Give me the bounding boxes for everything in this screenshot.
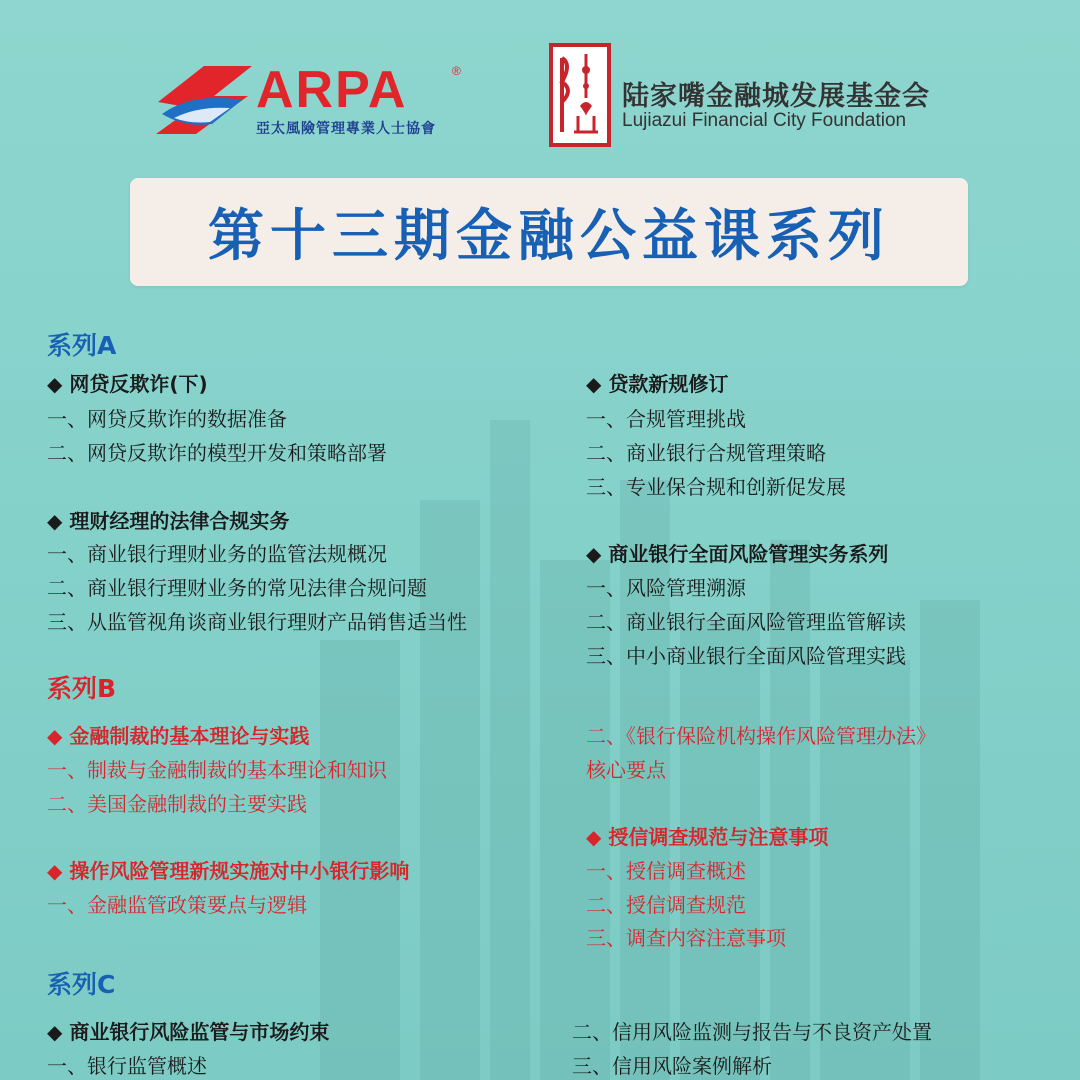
course-item: 一、合规管理挑战	[586, 407, 746, 431]
lujiazui-logo	[548, 42, 968, 150]
course-item: 三、调查内容注意事项	[586, 926, 786, 950]
series-b-label: 系列B	[47, 674, 117, 703]
course-item: 二、商业银行全面风险管理监管解读	[586, 610, 906, 634]
course-item: 二、信用风险监测与报告与不良资产处置	[572, 1020, 932, 1044]
course-item: 三、信用风险案例解析	[572, 1054, 772, 1078]
course-item: 三、中小商业银行全面风险管理实践	[586, 644, 906, 668]
course-item: 二、美国金融制裁的主要实践	[47, 792, 307, 816]
arpa-mark-icon	[152, 62, 256, 138]
course-title: ◆ 操作风险管理新规实施对中小银行影响	[47, 859, 410, 883]
series-c-label: 系列C	[47, 970, 116, 999]
course-title: ◆ 商业银行风险监管与市场约束	[47, 1020, 330, 1044]
course-title: ◆ 贷款新规修订	[586, 372, 729, 396]
arpa-logo	[152, 60, 482, 140]
course-title: ◆ 商业银行全面风险管理实务系列	[586, 542, 889, 566]
course-item: 二、商业银行合规管理策略	[586, 441, 826, 465]
title-banner	[130, 178, 968, 286]
course-title: ◆ 授信调查规范与注意事项	[586, 825, 829, 849]
course-item: 一、制裁与金融制裁的基本理论和知识	[47, 758, 387, 782]
course-item: 核心要点	[586, 758, 666, 782]
arpa-wordmark: ARPA	[256, 61, 408, 119]
lujiazui-name-cn: 陆家嘴金融城发展基金会	[622, 81, 930, 112]
course-item: 二、商业银行理财业务的常见法律合规问题	[47, 576, 427, 600]
course-item: 二、授信调查规范	[586, 893, 746, 917]
series-a-label: 系列A	[47, 331, 117, 360]
arpa-subtitle: 亞太風險管理專業人士協會	[256, 121, 436, 137]
course-title: ◆ 金融制裁的基本理论与实践	[47, 724, 310, 748]
course-item: 一、授信调查概述	[586, 859, 746, 883]
course-item: 一、网贷反欺诈的数据准备	[47, 407, 287, 431]
course-item: 一、商业银行理财业务的监管法规概况	[47, 542, 387, 566]
course-item: 一、金融监管政策要点与逻辑	[47, 893, 307, 917]
lujiazui-seal-icon	[548, 42, 612, 148]
course-item: 三、从监管视角谈商业银行理财产品销售适当性	[47, 610, 467, 634]
course-title: ◆ 理财经理的法律合规实务	[47, 509, 290, 533]
course-item: 二、网贷反欺诈的模型开发和策略部署	[47, 441, 387, 465]
registered-mark: ®	[452, 64, 461, 78]
course-title: ◆ 网贷反欺诈(下)	[47, 372, 208, 396]
page-title: 第十三期金融公益课系列	[208, 204, 890, 269]
course-item: 一、银行监管概述	[47, 1054, 207, 1078]
course-item: 一、风险管理溯源	[586, 576, 746, 600]
lujiazui-name-en: Lujiazui Financial City Foundation	[622, 110, 907, 131]
course-item: 二、《银行保险机构操作风险管理办法》	[586, 724, 936, 748]
course-item: 三、专业保合规和创新促发展	[586, 475, 846, 499]
